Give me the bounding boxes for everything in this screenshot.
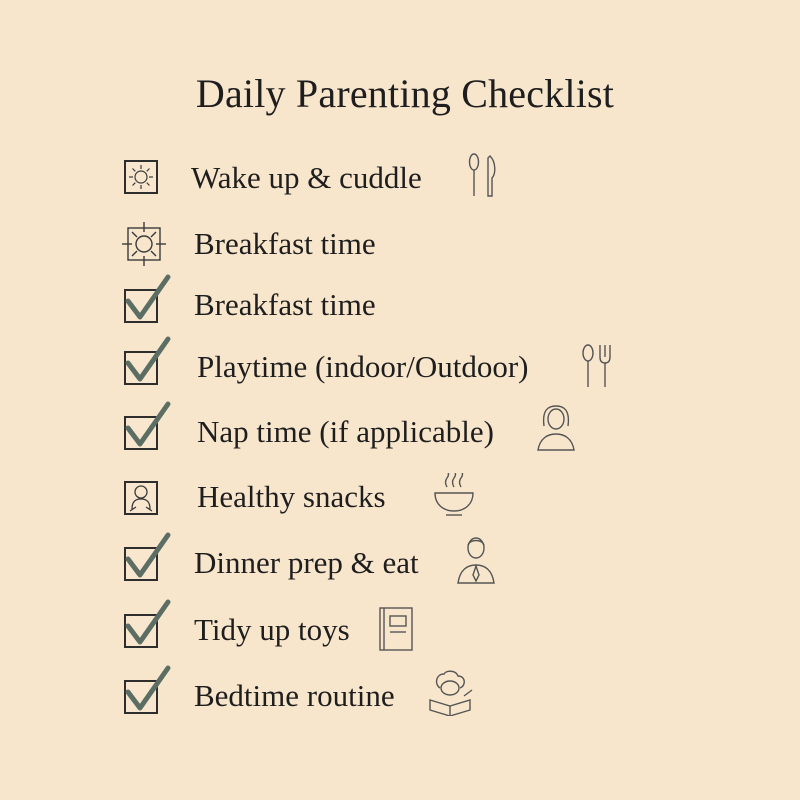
- checkbox-checked[interactable]: [124, 680, 158, 714]
- item-label: Healthy snacks: [197, 479, 386, 514]
- checkmark-icon: [124, 666, 174, 716]
- item-label: Breakfast time: [194, 226, 376, 261]
- checkbox-checked[interactable]: [124, 289, 158, 323]
- checkbox-unchecked[interactable]: [124, 160, 158, 194]
- steaming-bowl-icon: [432, 473, 476, 519]
- man-icon: [456, 535, 496, 585]
- checkmark-icon: [124, 533, 174, 583]
- checkbox-checked[interactable]: [124, 416, 158, 450]
- woman-icon: [534, 404, 578, 452]
- item-label: Bedtime routine: [194, 678, 395, 713]
- item-label: Tidy up toys: [194, 612, 350, 647]
- reading-child-icon: [426, 670, 476, 716]
- checkmark-icon: [124, 402, 174, 452]
- item-label: Breakfast time: [194, 287, 376, 322]
- page-title: Daily Parenting Checklist: [195, 71, 615, 116]
- checkbox-unchecked[interactable]: [124, 481, 158, 515]
- book-icon: [376, 604, 416, 654]
- checkbox-unchecked[interactable]: [122, 222, 166, 266]
- checkmark-icon: [124, 275, 174, 325]
- spoon-fork-icon: [580, 343, 614, 391]
- checkbox-checked[interactable]: [124, 614, 158, 648]
- sun-icon: [126, 162, 156, 192]
- item-label: Playtime (indoor/Outdoor): [197, 349, 529, 384]
- item-label: Wake up & cuddle: [191, 160, 422, 195]
- checkmark-icon: [124, 600, 174, 650]
- checkmark-icon: [124, 337, 174, 387]
- checkbox-checked[interactable]: [124, 547, 158, 581]
- sun-rays-icon: [122, 222, 166, 266]
- checkbox-checked[interactable]: [124, 351, 158, 385]
- item-label: Nap time (if applicable): [197, 414, 494, 449]
- spoon-knife-icon: [466, 152, 500, 200]
- baby-icon: [124, 481, 158, 515]
- item-label: Dinner prep & eat: [194, 545, 419, 580]
